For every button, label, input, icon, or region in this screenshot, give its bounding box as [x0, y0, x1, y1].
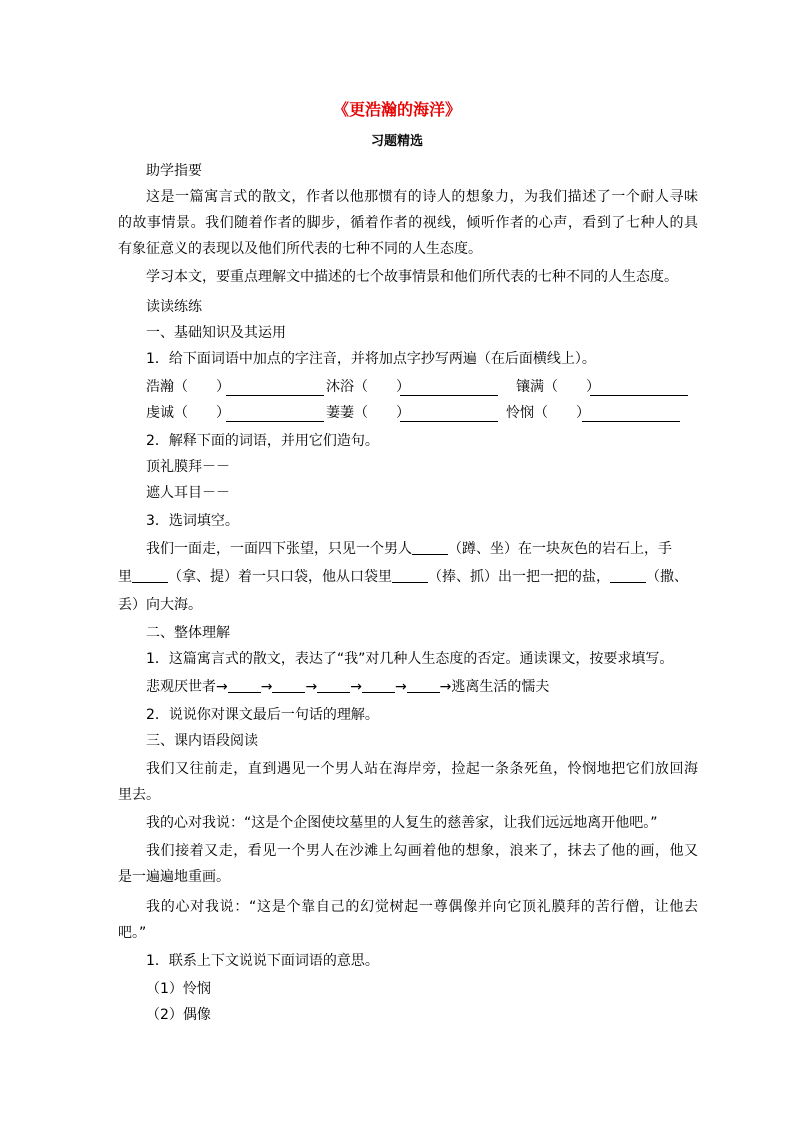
part1-heading: 一、基础知识及其运用	[146, 325, 286, 341]
word-item: 萋萋（ ）	[326, 405, 410, 421]
word-item: 镶满（ ）	[516, 379, 600, 395]
answer-blank[interactable]	[590, 380, 688, 396]
fill-blank-line	[118, 566, 698, 588]
practice-heading: 读读练练	[146, 299, 202, 315]
answer-blank[interactable]	[412, 539, 448, 555]
part3-heading: 三、课内语段阅读	[146, 733, 258, 749]
attitude-chain	[146, 676, 698, 698]
answer-blank[interactable]	[392, 567, 428, 583]
question-2-word-1: 顶礼膜拜－－	[146, 459, 230, 475]
word-item: 怜悯（ ）	[506, 405, 590, 421]
reading-paragraph-line: 吧。”	[118, 925, 147, 941]
reading-paragraph-line: 里去。	[118, 787, 160, 803]
word-item: 浩瀚（ ）	[146, 379, 230, 395]
guide-paragraph-line: 的故事情景。我们随着作者的脚步，循着作者的视线，倾听作者的心声，看到了七种人的具	[118, 215, 698, 231]
word-row-1	[146, 376, 698, 398]
arrow-icon: →	[394, 679, 407, 695]
word-row-2	[146, 402, 698, 424]
word-item: 沐浴（ ）	[326, 379, 410, 395]
reading-question-1: 1．联系上下文说说下面词语的意思。	[146, 953, 379, 969]
answer-blank[interactable]	[362, 677, 395, 693]
passage-text: （拿、提）着一只口袋，他从口袋里	[168, 569, 392, 585]
answer-blank[interactable]	[582, 406, 680, 422]
reading-paragraph-2: 我的心对我说：“这是个企图使坟墓里的人复生的慈善家，让我们远远地离开他吧。”	[146, 815, 658, 831]
answer-blank[interactable]	[132, 567, 168, 583]
arrow-icon: →	[216, 679, 228, 695]
reading-question-1b: （2）偶像	[146, 1007, 211, 1023]
arrow-icon: →	[350, 679, 362, 695]
passage-text: （捧、抓）出一把一把的盐，	[428, 569, 610, 585]
question-1: 1．给下面词语中加点的字注音，并将加点字抄写两遍（在后面横线上）。	[146, 351, 596, 367]
document-subtitle: 习题精选	[370, 134, 423, 149]
answer-blank[interactable]	[272, 677, 305, 693]
guide-paragraph-line: 有象征意义的表现以及他们所代表的七种不同的人生态度。	[118, 241, 482, 257]
word-item: 虔诚（ ）	[146, 405, 230, 421]
passage-text: （蹲、坐）在一块灰色的岩石上，手	[448, 541, 672, 557]
fill-blank-line	[146, 538, 698, 560]
reading-paragraph-line: 我们接着又走，看见一个男人在沙滩上勾画着他的想象，浪来了，抹去了他的画，他又	[146, 843, 698, 859]
answer-blank[interactable]	[226, 406, 324, 422]
question-2-word-2: 遮人耳目－－	[146, 485, 230, 501]
reading-paragraph-line: 是一遍遍地重画。	[118, 869, 230, 885]
reading-question-1a: （1）怜悯	[146, 981, 211, 997]
answer-blank[interactable]	[400, 406, 498, 422]
chain-end: 逃离生活的懦夫	[451, 679, 550, 695]
passage-text: 我们一面走，一面四下张望，只见一个男人	[146, 541, 412, 557]
part2-question-2: 2．说说你对课文最后一句话的理解。	[146, 707, 379, 723]
arrow-icon: →	[439, 679, 452, 695]
answer-blank[interactable]	[407, 677, 440, 693]
chain-start: 悲观厌世者	[146, 679, 216, 695]
document-title: 《更浩瀚的海洋》	[332, 100, 461, 119]
answer-blank[interactable]	[317, 677, 350, 693]
guide-paragraph-2: 学习本文，要重点理解文中描述的七个故事情景和他们所代表的七种不同的人生态度。	[146, 269, 678, 285]
question-2: 2．解释下面的词语，并用它们造句。	[146, 433, 379, 449]
answer-blank[interactable]	[226, 380, 324, 396]
part2-heading: 二、整体理解	[146, 625, 230, 641]
answer-blank[interactable]	[228, 677, 261, 693]
reading-paragraph-line: 我们又往前走，直到遇见一个男人站在海岸旁，捡起一条条死鱼，怜悯地把它们放回海	[146, 761, 698, 777]
answer-blank[interactable]	[610, 567, 646, 583]
passage-text: （撒、	[646, 569, 688, 585]
arrow-icon: →	[305, 679, 318, 695]
passage-text: 里	[118, 569, 132, 585]
question-3: 3．选词填空。	[146, 513, 239, 529]
part2-question-1: 1．这篇寓言式的散文，表达了“我”对几种人生态度的否定。通读课文，按要求填写。	[146, 651, 674, 667]
guide-paragraph-line: 这是一篇寓言式的散文，作者以他那惯有的诗人的想象力，为我们描述了一个耐人寻味	[146, 189, 698, 205]
fill-blank-line-end: 丢）向大海。	[118, 597, 202, 613]
arrow-icon: →	[260, 679, 273, 695]
reading-paragraph-line: 我的心对我说：“这是个靠自己的幻觉树起一尊偶像并向它顶礼膜拜的苦行僧，让他去	[146, 899, 698, 915]
answer-blank[interactable]	[400, 380, 498, 396]
guide-heading: 助学指要	[146, 163, 202, 179]
